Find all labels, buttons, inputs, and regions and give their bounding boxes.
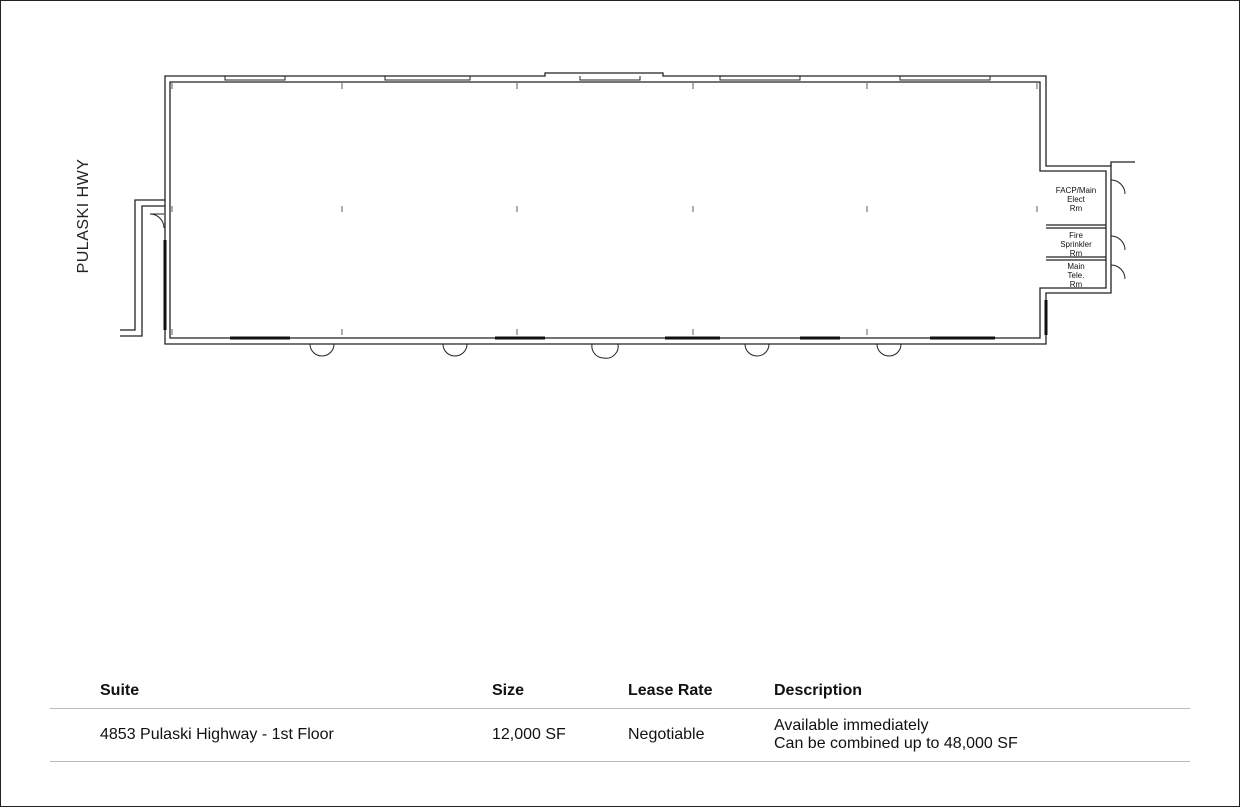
svg-text:I: I <box>865 82 869 91</box>
header-lease-rate: Lease Rate <box>628 678 774 709</box>
svg-text:I: I <box>340 328 344 337</box>
svg-text:I: I <box>515 328 519 337</box>
room-label-facp: FACP/Main Elect Rm <box>1055 186 1097 213</box>
outer-wall <box>165 73 1111 344</box>
cell-suite: 4853 Pulaski Highway - 1st Floor <box>50 709 492 762</box>
svg-text:I: I <box>170 205 174 214</box>
svg-text:I: I <box>515 82 519 91</box>
svg-text:I: I <box>170 82 174 91</box>
svg-text:I: I <box>1035 205 1039 214</box>
cell-description <box>774 709 1190 762</box>
room-label-fire-sprinkler: Fire Sprinkler Rm <box>1060 231 1092 258</box>
table-header-row <box>50 678 1190 709</box>
header-size: Size <box>492 678 628 709</box>
cell-lease-rate: Negotiable <box>628 709 774 762</box>
inner-wall <box>170 82 1106 338</box>
svg-text:I: I <box>1035 82 1039 91</box>
svg-text:I: I <box>340 82 344 91</box>
svg-text:I: I <box>691 82 695 91</box>
header-suite: Suite <box>50 678 492 709</box>
svg-text:I: I <box>865 328 869 337</box>
svg-text:I: I <box>865 205 869 214</box>
svg-text:I: I <box>515 205 519 214</box>
description-line: Available immediately <box>774 717 929 734</box>
suite-table <box>50 678 1190 762</box>
svg-text:I: I <box>691 205 695 214</box>
room-label-main-tele: Main Tele. Rm <box>1067 262 1085 289</box>
table-row <box>50 709 1190 762</box>
cell-size: 12,000 SF <box>492 709 628 762</box>
svg-text:I: I <box>691 328 695 337</box>
description-line: Can be combined up to 48,000 SF <box>774 735 1018 752</box>
header-description: Description <box>774 678 1190 709</box>
svg-text:I: I <box>340 205 344 214</box>
svg-text:I: I <box>170 328 174 337</box>
